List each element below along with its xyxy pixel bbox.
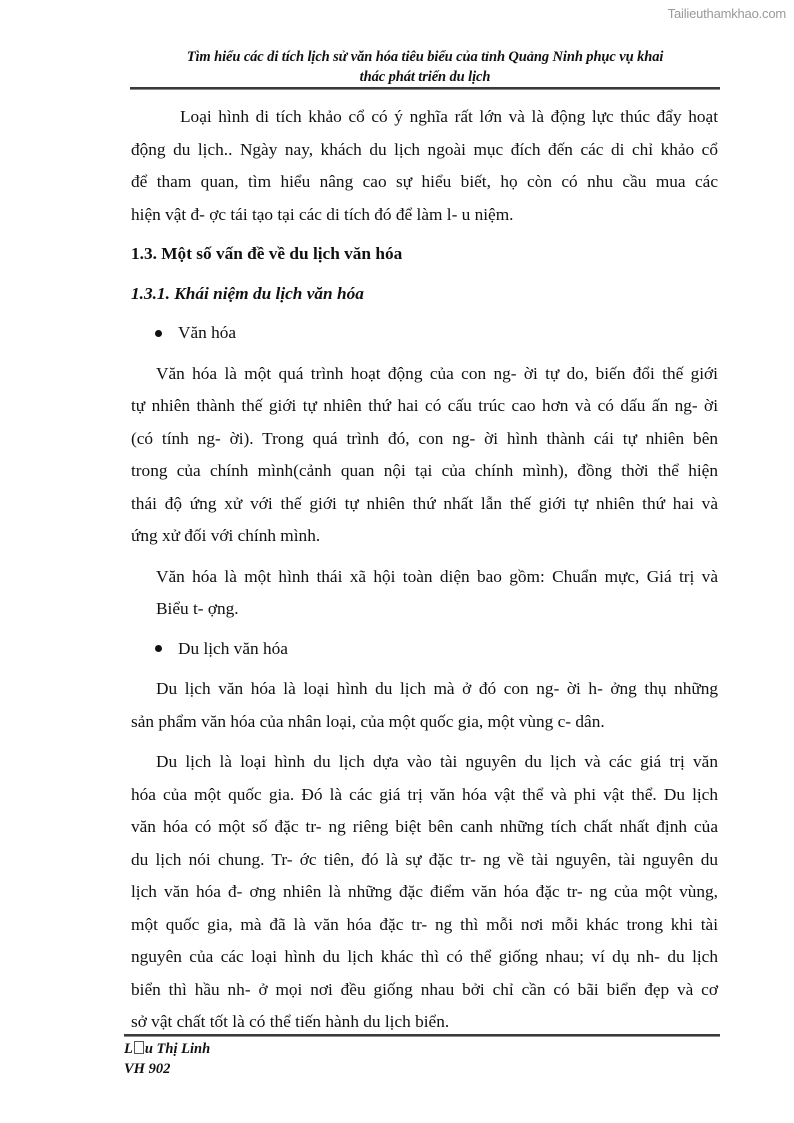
running-header-line-2: thác phát triển du lịch <box>359 69 491 85</box>
text-line: Văn hóa là một quá trình hoạt động của con ng- ời tự do, biến đổi thế giới <box>156 363 718 383</box>
running-footer <box>124 1039 210 1079</box>
bullet-label: Du lịch văn hóa <box>178 638 288 658</box>
text-line: thái độ ứng xử với thế giới tự nhiên thứ nhất lẫn thế giới tự nhiên thứ hai và <box>131 493 718 513</box>
text-line: (có tính ng- ời). Trong quá trình đó, con ng- ời hình thành cái tự nhiên bên <box>131 428 718 448</box>
text-line: lịch văn hóa đ- ơng nhiên là những đặc điểm văn hóa đặc tr- ng của một vùng, <box>131 882 718 901</box>
text-line: Du lịch là loại hình du lịch dựa vào tài nguyên du lịch và các giá trị văn <box>156 752 718 771</box>
text-line: nguyên của các loại hình du lịch khác thì có thể giống nhau; ví dụ nh- du lịch <box>131 947 718 966</box>
text-line: hiện vật đ- ợc tái tạo tại các di tích đó để làm l- u niệm. <box>131 204 514 224</box>
paragraph-van-hoa-social-form <box>131 561 718 626</box>
section-heading: 1.3. Một số vấn đề về du lịch văn hóa <box>131 244 403 263</box>
paragraph-du-lich-van-hoa-definition <box>131 673 718 738</box>
text-line: tự nhiên thành thế giới tự nhiên thứ hai có cấu trúc cao hơn và có dấu ấn ng- ời <box>131 396 718 415</box>
bullet-item-van-hoa <box>155 317 718 350</box>
bullet-icon <box>155 330 162 337</box>
text-line: văn hóa có một số đặc tr- ng riêng biệt bên canh những tích chất nhất định của <box>131 817 718 836</box>
bullet-item-du-lich-van-hoa <box>155 633 718 666</box>
running-header-line-1: Tìm hiểu các di tích lịch sử văn hóa tiêu biểu của tỉnh Quảng Ninh phục vụ khai <box>186 49 664 65</box>
text-line: ứng xử đối với chính mình. <box>131 526 321 545</box>
text-line: trong của chính mình(cảnh quan nội tại của chính mình), đồng thời thể hiện <box>131 461 718 480</box>
bullet-label: Văn hóa <box>178 323 237 342</box>
missing-glyph-icon <box>134 1041 144 1054</box>
text-line: để tham quan, tìm hiểu nâng cao sự hiểu biết, họ còn có nhu cầu mua các <box>131 172 718 191</box>
header-divider <box>130 87 720 90</box>
text-line: biển thì hầu nh- ở mọi nơi đều giống nhau bởi chỉ cần có bãi biển đẹp và cơ <box>131 979 718 999</box>
intro-paragraph <box>131 101 718 231</box>
footer-divider <box>124 1034 720 1037</box>
text-line: sản phẩm văn hóa của nhân loại, của một quốc gia, một vùng c- dân. <box>131 711 605 731</box>
running-header <box>130 47 720 87</box>
bullet-icon <box>155 645 162 652</box>
paragraph-van-hoa-definition <box>131 358 718 553</box>
subsection-heading: 1.3.1. Khái niệm du lịch văn hóa <box>131 283 364 303</box>
page-content <box>131 101 718 1039</box>
text-line: Du lịch văn hóa là loại hình du lịch mà ở đó con ng- ời h- ởng thụ những <box>156 679 718 698</box>
text-line: Biểu t- ợng. <box>156 599 239 618</box>
class-code: VH 902 <box>124 1061 171 1077</box>
text-line: sở vật chất tốt là có thể tiến hành du lịch biển. <box>131 1012 450 1031</box>
text-line: du lịch nói chung. Tr- ớc tiên, đó là sự đặc tr- ng về tài nguyên, tài nguyên du <box>131 849 718 869</box>
text-line: Văn hóa là một hình thái xã hội toàn diện bao gồm: Chuẩn mực, Giá trị và <box>156 566 718 586</box>
text-line: hóa của một quốc gia. Đó là các giá trị văn hóa vật thể và phi vật thể. Du lịch <box>131 784 718 804</box>
text-line: một quốc gia, mà đã là văn hóa đặc tr- ng thì mỗi nơi mỗi khác trong khi tài <box>131 914 718 934</box>
paragraph-du-lich-characteristics <box>131 746 718 1039</box>
text-line: động du lịch.. Ngày nay, khách du lịch ngoài mục đích đến các di chỉ khảo cổ <box>131 139 718 159</box>
author-name: L u Thị Linh <box>124 1041 211 1057</box>
text-line: Loại hình di tích khảo cổ có ý nghĩa rất lớn và là động lực thúc đẩy hoạt <box>180 107 718 126</box>
watermark: Tailieuthamkhao.com <box>667 6 786 21</box>
